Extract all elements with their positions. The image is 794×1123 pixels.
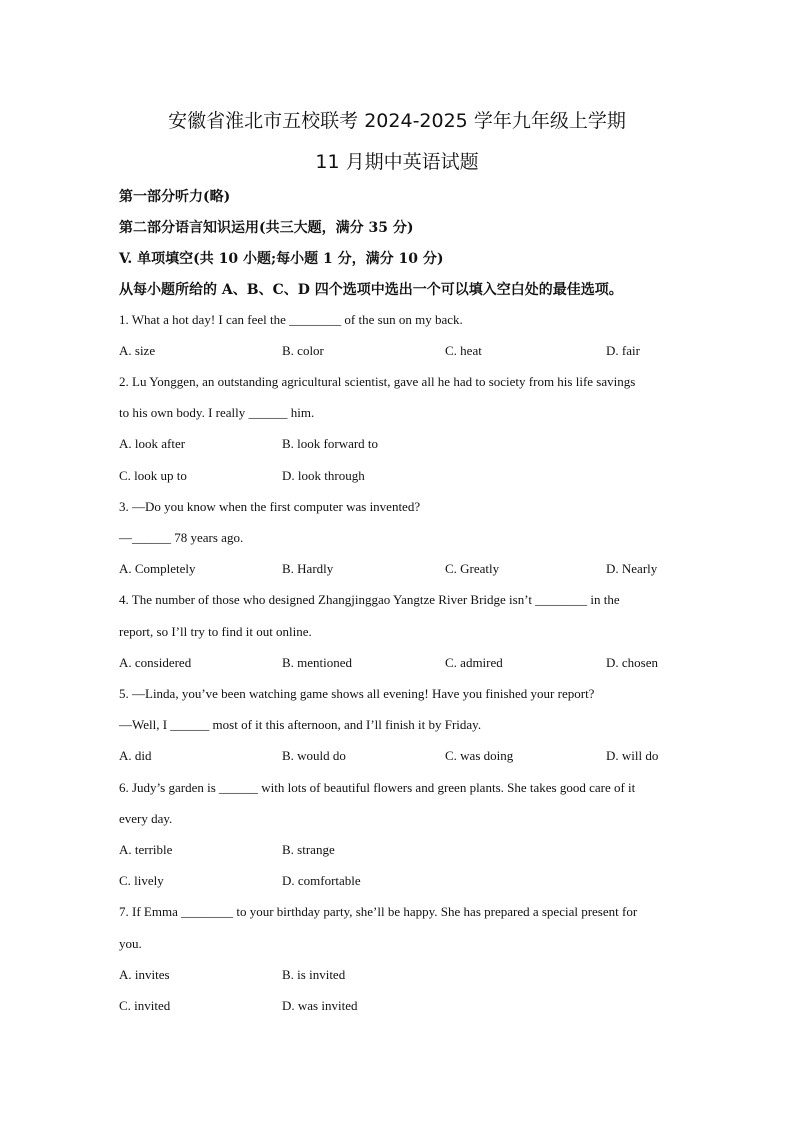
option-a: A. invites: [119, 967, 170, 982]
question-6-options-row2: [119, 873, 679, 891]
option-c: C. Greatly: [445, 561, 500, 576]
question-7-options-row2: [119, 998, 679, 1016]
question-4-text-cont: report, so I’ll try to find it out online.: [119, 624, 312, 639]
question-2-text: 2. Lu Yonggen, an outstanding agricultural scientist, gave all he had to society from his life savings: [119, 374, 636, 389]
option-b: B. strange: [282, 842, 335, 857]
question-4-options: [119, 655, 679, 673]
option-a: A. did: [119, 748, 152, 763]
option-a: A. considered: [119, 655, 192, 670]
option-b: B. look forward to: [282, 436, 379, 451]
option-a: A. Completely: [119, 561, 196, 576]
option-d: D. look through: [282, 468, 365, 483]
option-d: D. chosen: [606, 655, 658, 670]
option-d: D. was invited: [282, 998, 358, 1013]
option-c: C. admired: [445, 655, 503, 670]
option-c: C. lively: [119, 873, 164, 888]
section5-heading: V. 单项填空(共 10 小题;每小题 1 分，满分 10 分): [119, 251, 444, 267]
question-2-text-cont: to his own body. I really ______ him.: [119, 405, 315, 420]
part2-heading: 第二部分语言知识运用(共三大题，满分 35 分): [119, 220, 414, 236]
question-1-text: 1. What a hot day! I can feel the ________ of the sun on my back.: [119, 312, 463, 327]
option-b: B. Hardly: [282, 561, 334, 576]
option-a: A. terrible: [119, 842, 173, 857]
option-b: B. mentioned: [282, 655, 353, 670]
option-a: A. look after: [119, 436, 186, 451]
option-b: B. is invited: [282, 967, 346, 982]
question-6-options-row1: [119, 842, 679, 860]
option-a: A. size: [119, 343, 156, 358]
question-6-text: 6. Judy’s garden is ______ with lots of beautiful flowers and green plants. She takes good care of it: [119, 780, 636, 795]
question-7-options-row1: [119, 967, 679, 985]
option-c: C. invited: [119, 998, 171, 1013]
question-5-text-cont: —Well, I ______ most of it this afternoon, and I’ll finish it by Friday.: [119, 717, 482, 732]
question-3-text: 3. —Do you know when the first computer was invented?: [119, 499, 421, 514]
question-3-text-cont: —______ 78 years ago.: [119, 530, 244, 545]
exam-title-line1: 安徽省淮北市五校联考 2024-2025 学年九年级上学期: [168, 110, 626, 132]
instruction-text: 从每小题所给的 A、B、C、D 四个选项中选出一个可以填入空白处的最佳选项。: [119, 282, 623, 298]
question-1-options: [119, 343, 679, 361]
question-4-text: 4. The number of those who designed Zhangjinggao Yangtze River Bridge isn’t ________ in the: [119, 592, 620, 607]
question-5-options: [119, 748, 679, 766]
question-2-options-row1: [119, 436, 679, 454]
option-b: B. color: [282, 343, 324, 358]
question-2-options-row2: [119, 468, 679, 486]
question-3-options: [119, 561, 679, 579]
option-c: C. look up to: [119, 468, 187, 483]
question-5-text: 5. —Linda, you’ve been watching game shows all evening! Have you finished your report?: [119, 686, 595, 701]
option-d: D. comfortable: [282, 873, 361, 888]
option-b: B. would do: [282, 748, 346, 763]
question-6-text-cont: every day.: [119, 811, 173, 826]
question-7-text-cont: you.: [119, 936, 142, 951]
part1-heading: 第一部分听力(略): [119, 189, 231, 205]
question-7-text: 7. If Emma ________ to your birthday party, she’ll be happy. She has prepared a special present for: [119, 904, 638, 919]
option-d: D. Nearly: [606, 561, 658, 576]
exam-title-line2: 11 月期中英语试题: [315, 151, 479, 173]
option-c: C. was doing: [445, 748, 514, 763]
option-d: D. fair: [606, 343, 640, 358]
option-c: C. heat: [445, 343, 482, 358]
option-d: D. will do: [606, 748, 659, 763]
